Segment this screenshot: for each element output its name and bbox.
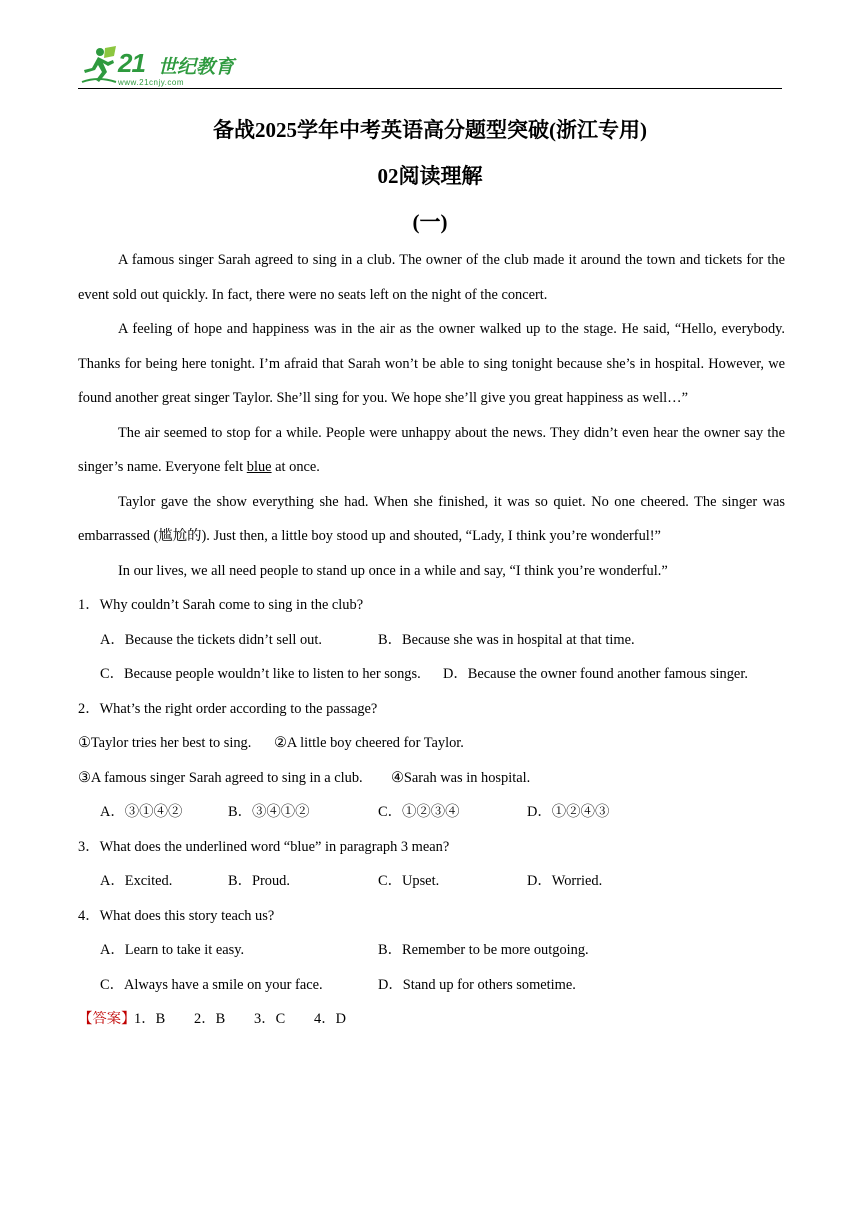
logo-url: www.21cnjy.com	[118, 78, 184, 87]
answer-key	[78, 1002, 785, 1037]
logo	[78, 42, 248, 88]
header-divider	[78, 88, 782, 89]
question-1-option-b: B．Because she was in hospital at that time.	[378, 631, 635, 648]
answer-item-1: 1．B	[134, 1011, 166, 1027]
passage-paragraph-4: Taylor gave the show everything she had. When she finished, it was so quiet. No one cheered. The singer was embarrassed (尴尬的). Just then, a little boy stood up and shouted, “Lady, I think you’re wonderful!”	[78, 493, 785, 544]
logo-number: 21	[118, 48, 145, 78]
question-2-text: 2．What’s the right order according to the passage?	[78, 700, 378, 717]
question-1-options-row-1	[78, 623, 785, 658]
passage-paragraph-3	[78, 416, 785, 485]
question-2-option-b: B．③④①②	[228, 804, 310, 820]
page-header	[78, 42, 782, 90]
question-2-event-4: ④Sarah was in hospital.	[391, 769, 531, 786]
question-4-options-row-2	[78, 968, 785, 1003]
question-1-option-c: C．Because people wouldn’t like to listen to her songs.	[100, 666, 421, 682]
question-1-text: 1．Why couldn’t Sarah come to sing in the club?	[78, 597, 364, 613]
question-2-option-c: C．①②③④	[378, 804, 460, 820]
question-2-event-1: ①Taylor tries her best to sing.	[78, 735, 252, 751]
document-body	[78, 243, 785, 1037]
question-4-options-row-1	[78, 933, 785, 968]
question-2-stem	[78, 692, 785, 727]
passage-paragraph-5: In our lives, we all need people to stand up once in a while and say, “I think you’re wonderful.”	[118, 562, 668, 579]
question-2-events-row-2	[78, 761, 785, 796]
passage-number: (一)	[412, 210, 448, 234]
logo-text: 世纪教育	[158, 56, 235, 78]
question-4-option-a: A．Learn to take it easy.	[100, 942, 245, 958]
underlined-word: blue	[246, 459, 272, 475]
question-3-option-b: B．Proud.	[228, 873, 290, 889]
paragraph-3-text-after: at once.	[271, 459, 320, 475]
question-2-option-a: A．③①④②	[100, 804, 183, 820]
answer-item-2: 2．B	[194, 1011, 226, 1027]
question-3-option-c: C．Upset.	[378, 873, 440, 889]
question-4-stem	[78, 899, 785, 934]
question-1-option-d: D．Because the owner found another famous singer.	[443, 666, 748, 682]
document-title: 备战2025学年中考英语高分题型突破(浙江专用)	[213, 118, 647, 142]
question-4-option-c: C．Always have a smile on your face.	[100, 976, 323, 993]
question-2-options	[78, 795, 785, 830]
question-3-stem	[78, 830, 785, 865]
question-1-stem	[78, 588, 785, 623]
question-2-event-3: ③A famous singer Sarah agreed to sing in a club.	[78, 769, 363, 786]
question-3-options	[78, 864, 785, 899]
passage-paragraph-2: A feeling of hope and happiness was in the air as the owner walked up to the stage. He said, “Hello, everybody. Thanks for being here tonight. I’m afraid that Sarah won’t be able to sing tonight because she’s in hospital. However, we found another great singer Taylor. She’ll sing for you. We hope she’ll give you great happiness as well…”	[78, 321, 785, 406]
question-4-option-d: D．Stand up for others sometime.	[378, 976, 576, 993]
question-2-option-d: D．①②④③	[527, 804, 610, 820]
question-2-events-row-1	[78, 726, 785, 761]
paragraph-3-text-before: The air seemed to stop for a while. People were unhappy about the news. They didn’t even hear the owner say the singer’s name. Everyone felt	[78, 424, 785, 475]
question-4-text: 4．What does this story teach us?	[78, 907, 275, 924]
section-title: 02阅读理解	[377, 164, 483, 188]
question-1-options-row-2	[78, 657, 785, 692]
question-3-option-a: A．Excited.	[100, 873, 173, 889]
answer-label: 【答案】	[78, 1011, 136, 1027]
question-1-option-a: A．Because the tickets didn’t sell out.	[100, 631, 322, 648]
passage-paragraph-1: A famous singer Sarah agreed to sing in a club. The owner of the club made it around the town and tickets for the event sold out quickly. In fact, there were no seats left on the night of the concert.	[78, 252, 785, 303]
runner-icon	[78, 46, 118, 86]
question-3-option-d: D．Worried.	[527, 873, 603, 889]
answer-item-3: 3．C	[254, 1011, 286, 1027]
question-3-text: 3．What does the underlined word “blue” in paragraph 3 mean?	[78, 838, 450, 855]
answer-item-4: 4．D	[314, 1011, 346, 1027]
question-2-event-2: ②A little boy cheered for Taylor.	[274, 735, 464, 751]
question-4-option-b: B．Remember to be more outgoing.	[378, 942, 589, 958]
